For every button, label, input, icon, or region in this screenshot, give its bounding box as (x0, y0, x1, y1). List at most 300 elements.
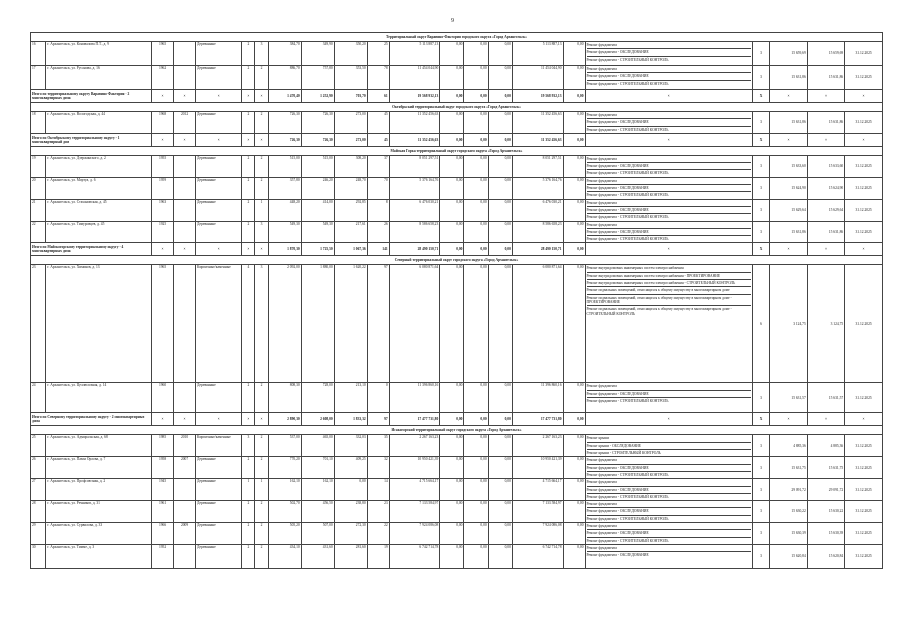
value-cell-s4: 0,00 (488, 177, 512, 199)
entrances-cell: 1 (255, 199, 268, 221)
value-cell-res: 78 (367, 66, 389, 90)
year-renovated-cell (174, 265, 196, 383)
address-cell: г. Архангельск, ул. Павла Орлова, д. 7 (46, 457, 152, 479)
floors-cell: 2 (242, 501, 255, 523)
empty-cell: × (152, 413, 174, 426)
value-cell-s3: 0,00 (464, 199, 488, 221)
max-cost-cell: 15 624,90 (807, 177, 844, 199)
value-cell-res: 19 (367, 544, 389, 568)
work-item: Ремонт фундамента - СТРОИТЕЛЬНЫЙ КОНТРОЛЬ (586, 193, 669, 198)
work-item: Ремонт фундамента - СТРОИТЕЛЬНЫЙ КОНТРОЛЬ (586, 472, 669, 477)
unit-cost-cell: 15 659,69 (770, 42, 807, 66)
value-cell-a3: 332,03 (334, 435, 367, 457)
section-header-row (31, 103, 883, 112)
value-cell-a2: 162,10 (301, 479, 334, 501)
value-cell-s1: 11 396 860,16 (389, 383, 440, 413)
work-item: Ремонт внутридомовых инженерных систем электроснабжения (587, 265, 751, 272)
address-cell: г. Архангельск, ул. Тимуровцев, д. 45 (46, 221, 152, 243)
empty-cell: × (807, 90, 844, 103)
value-cell-a2: 246,20 (301, 177, 334, 199)
work-item: Ремонт фундамента - ОБСЛЕДОВАНИЕ (587, 229, 751, 236)
entrances-cell: 2 (255, 66, 268, 90)
max-cost-cell: 15 631,75 (807, 457, 844, 479)
value-cell-a2: 726,30 (301, 112, 334, 134)
value-cell-a3: 213,10 (334, 383, 367, 413)
total-value-res: 61 (367, 90, 389, 103)
value-cell-res: 35 (367, 435, 389, 457)
unit-cost-cell: 15 631,75 (770, 457, 807, 479)
row-number: 19 (31, 155, 46, 177)
empty-cell: × (242, 243, 255, 256)
value-cell-s1: 6 080 871,64 (389, 265, 440, 383)
empty-cell: × (770, 90, 807, 103)
deadline-cell: 31.12.2025 (845, 221, 883, 243)
works-cell (585, 383, 752, 413)
value-cell-res: 26 (367, 221, 389, 243)
value-cell-s4: 0,00 (488, 221, 512, 243)
value-cell-s4: 0,00 (488, 479, 512, 501)
max-cost-cell: 3 124,75 (807, 265, 844, 383)
table-row (31, 479, 883, 501)
works-cell (585, 221, 752, 243)
year-built-cell: 1965 (152, 265, 174, 383)
total-value-a2: 1 252,90 (301, 90, 334, 103)
section-total-row (31, 413, 883, 426)
work-item: Ремонт фундамента (587, 178, 751, 185)
floors-cell: 2 (242, 523, 255, 545)
floors-cell: 2 (242, 155, 255, 177)
work-item: Ремонт фундамента (587, 42, 751, 49)
value-cell-s5: 7 924 086,08 (512, 523, 563, 545)
value-cell-s3: 0,00 (464, 155, 488, 177)
section-header-row (31, 256, 883, 265)
deadline-cell: 31.12.2025 (845, 479, 883, 501)
value-cell-s2: 0,00 (440, 501, 464, 523)
value-cell-s2: 0,00 (440, 221, 464, 243)
work-item: Ремонт внутридомовых инженерных систем электроснабжения - СТРОИТЕЛЬНЫЙ КОНТРОЛЬ (587, 280, 751, 287)
floors-cell: 2 (242, 457, 255, 479)
empty-cell: × (807, 133, 844, 146)
table-row (31, 435, 883, 457)
value-cell-s3: 0,00 (464, 523, 488, 545)
works-cell (585, 199, 752, 221)
value-cell-s1: 2 267 163,23 (389, 435, 440, 457)
unit-cost-cell: 3 124,75 (770, 265, 807, 383)
wall-material-cell: Кирпичные/каменные (196, 265, 242, 383)
total-value-s1: 19 568 932,13 (389, 90, 440, 103)
table-row (31, 501, 883, 523)
value-cell-a3: 308,20 (334, 155, 367, 177)
unit-cost-cell: 15 630,22 (770, 501, 807, 523)
empty-cell: × (242, 133, 255, 146)
year-renovated-cell (174, 221, 196, 243)
value-cell-s3: 0,00 (464, 457, 488, 479)
total-value-s2: 0,00 (440, 90, 464, 103)
category-cell: 3 (752, 523, 770, 545)
wall-material-cell: Деревянные (196, 155, 242, 177)
works-cell (585, 177, 752, 199)
table-row (31, 523, 883, 545)
entrances-cell: 2 (255, 177, 268, 199)
value-cell-s3: 0,00 (464, 265, 488, 383)
value-cell-a2: 515,00 (301, 155, 334, 177)
work-item: Ремонт фундамента - ОБСЛЕДОВАНИЕ (587, 207, 751, 214)
value-cell-s6: 0,00 (563, 383, 585, 413)
total-value-s1: 17 477 731,80 (389, 413, 440, 426)
deadline-cell: 31.12.2025 (845, 199, 883, 221)
empty-cell: × (255, 413, 268, 426)
work-item: Ремонт фундамента - ОБСЛЕДОВАНИЕ (587, 465, 751, 472)
value-cell-a2: 1 880,00 (301, 265, 334, 383)
total-value-s6: 0,00 (563, 243, 585, 256)
total-value-res: 141 (367, 243, 389, 256)
unit-cost-cell: 15 629,64 (770, 199, 807, 221)
work-item: Ремонт фундамента - ОБСЛЕДОВАНИЕ (587, 49, 751, 56)
value-cell-a2: 507,00 (301, 523, 334, 545)
empty-cell: × (152, 90, 174, 103)
max-cost-cell: 15 630,39 (807, 523, 844, 545)
table-row (31, 544, 883, 568)
value-cell-s6: 0,00 (563, 155, 585, 177)
year-built-cell: 1960 (152, 383, 174, 413)
value-cell-s1: 5 376 164,76 (389, 177, 440, 199)
value-cell-s3: 0,00 (464, 501, 488, 523)
value-cell-s5: 6 080 871,64 (512, 265, 563, 383)
floors-cell: 3 (242, 435, 255, 457)
total-value-a1: 726,30 (268, 133, 301, 146)
repair-program-table (30, 32, 883, 569)
table-row (31, 177, 883, 199)
total-value-s4: 0,00 (488, 90, 512, 103)
empty-cell: × (807, 413, 844, 426)
floors-cell: 2 (242, 112, 255, 134)
total-value-a2: 2 608,00 (301, 413, 334, 426)
value-cell-a3: 353,50 (334, 66, 367, 90)
value-cell-s6: 0,00 (563, 544, 585, 568)
max-cost-cell: 15 631,57 (807, 383, 844, 413)
value-cell-res: 37 (367, 155, 389, 177)
value-cell-s1: 6 742 714,78 (389, 544, 440, 568)
empty-cell: × (196, 90, 242, 103)
value-cell-res: 8 (367, 199, 389, 221)
total-value-s3: 0,00 (464, 243, 488, 256)
row-number: 22 (31, 221, 46, 243)
entrances-cell: 2 (255, 544, 268, 568)
value-cell-s6: 0,00 (563, 501, 585, 523)
deadline-cell: 31.12.2025 (845, 265, 883, 383)
total-value-a1: 2 890,30 (268, 413, 301, 426)
category-cell: 3 (752, 112, 770, 134)
year-renovated-cell (174, 544, 196, 568)
year-renovated-cell (174, 42, 196, 66)
value-cell-s5: 2 267 163,23 (512, 435, 563, 457)
value-cell-s1: 7 133 584,97 (389, 501, 440, 523)
unit-cost-cell: 15 620,84 (770, 544, 807, 568)
row-number: 29 (31, 523, 46, 545)
address-cell: г. Архангельск, ул. Сурвилова, д. 33 (46, 523, 152, 545)
category-cell: 3 (752, 199, 770, 221)
value-cell-a1: 434,10 (268, 544, 301, 568)
work-item: Ремонт крыши (587, 435, 751, 442)
work-item: Ремонт фундамента (587, 112, 751, 119)
value-cell-s2: 0,00 (440, 155, 464, 177)
address-cell: г. Архангельск, ул. Вологодская, д. 44 (46, 112, 152, 134)
total-value-a3: 273,00 (334, 133, 367, 146)
section-title: Исакогорский территориальный округ городского округа «Город Архангельск» (31, 426, 883, 435)
value-cell-s6: 0,00 (563, 435, 585, 457)
page-number: 9 (451, 18, 454, 24)
value-cell-res: 23 (367, 501, 389, 523)
deadline-cell: 31.12.2025 (845, 435, 883, 457)
total-label: Итого по территориальному округу Варавино-Фактория - 2 многоквартирных дома (31, 90, 152, 103)
floors-cell: 2 (242, 383, 255, 413)
value-cell-s1: 7 924 086,08 (389, 523, 440, 545)
value-cell-a3: 248,70 (334, 177, 367, 199)
address-cell: г. Архангельск, ул. Адмиральская, д. 68 (46, 435, 152, 457)
value-cell-res: 97 (367, 265, 389, 383)
deadline-cell: 31.12.2025 (845, 523, 883, 545)
value-cell-s3: 0,00 (464, 112, 488, 134)
year-renovated-cell (174, 383, 196, 413)
address-cell: г. Архангельск, ул. Стахановская, д. 45 (46, 199, 152, 221)
value-cell-s5: 5 376 164,76 (512, 177, 563, 199)
entrances-cell: 2 (255, 155, 268, 177)
value-cell-s5: 11 396 860,16 (512, 383, 563, 413)
value-cell-s1: 4 715 664,17 (389, 479, 440, 501)
empty-cell: × (196, 413, 242, 426)
year-built-cell: 1962 (152, 66, 174, 90)
entrances-cell: 3 (255, 221, 268, 243)
max-cost-cell: 15 631,86 (807, 66, 844, 90)
year-renovated-cell (174, 66, 196, 90)
empty-cell: × (807, 243, 844, 256)
address-cell: г. Архангельск, ул. Русанова, д. 16 (46, 66, 152, 90)
floors-cell: 4 (242, 265, 255, 383)
table-row (31, 457, 883, 479)
value-cell-s2: 0,00 (440, 177, 464, 199)
work-item: Ремонт крыши - ОБСЛЕДОВАНИЕ (587, 443, 751, 450)
value-cell-s1: 10 950 421,39 (389, 457, 440, 479)
table-row (31, 383, 883, 413)
value-cell-s2: 0,00 (440, 479, 464, 501)
address-cell: г. Архангельск, ул. Тимме, д. 3 (46, 544, 152, 568)
value-cell-a3: 409,25 (334, 457, 367, 479)
value-cell-a1: 726,30 (268, 112, 301, 134)
entrances-cell: 2 (255, 435, 268, 457)
value-cell-s5: 8 586 658,23 (512, 221, 563, 243)
year-renovated-cell: 2012 (174, 112, 196, 134)
value-cell-a1: 515,00 (268, 155, 301, 177)
work-item: Ремонт подвальных помещений, относящихся к общему имуществу в многоквартирном доме - СТРОИТЕЛЬНЫЙ КОНТРОЛЬ (586, 307, 732, 316)
value-cell-s6: 0,00 (563, 457, 585, 479)
empty-cell: × (255, 243, 268, 256)
value-cell-res: 0 (367, 383, 389, 413)
value-cell-a2: 757,80 (301, 66, 334, 90)
floors-cell: 2 (242, 199, 255, 221)
row-number: 17 (31, 66, 46, 90)
value-cell-s6: 0,00 (563, 66, 585, 90)
empty-cell: × (174, 413, 196, 426)
deadline-cell: 31.12.2025 (845, 177, 883, 199)
empty-cell: × (845, 243, 883, 256)
value-cell-a1: 357,80 (268, 177, 301, 199)
total-value-s2: 0,00 (440, 133, 464, 146)
deadline-cell: 31.12.2025 (845, 383, 883, 413)
value-cell-res: 22 (367, 523, 389, 545)
deadline-cell: 31.12.2025 (845, 42, 883, 66)
empty-cell: × (585, 133, 752, 146)
total-value-s1: 11 352 456,63 (389, 133, 440, 146)
max-cost-cell: 15 633,60 (807, 155, 844, 177)
category-cell: 3 (752, 383, 770, 413)
value-cell-s2: 0,00 (440, 42, 464, 66)
section-header-row (31, 146, 883, 155)
work-item: Ремонт фундамента - СТРОИТЕЛЬНЫЙ КОНТРОЛЬ (586, 171, 669, 176)
unit-cost-cell: 15 631,86 (770, 112, 807, 134)
work-item: Ремонт подвальных помещений, относящихся к общему имуществу в многоквартирном доме (587, 287, 751, 294)
wall-material-cell: Деревянные (196, 383, 242, 413)
floors-cell: 1 (242, 479, 255, 501)
section-header-row (31, 33, 883, 42)
value-cell-s2: 0,00 (440, 523, 464, 545)
section-total-row (31, 243, 883, 256)
value-cell-a1: 770,20 (268, 457, 301, 479)
value-cell-s2: 0,00 (440, 265, 464, 383)
work-item: Ремонт фундамента (587, 545, 751, 552)
total-value-s5: 19 568 932,13 (512, 90, 563, 103)
value-cell-s3: 0,00 (464, 66, 488, 90)
empty-cell: × (242, 90, 255, 103)
deadline-cell: 31.12.2025 (845, 112, 883, 134)
unit-cost-cell: 4 885,36 (770, 435, 807, 457)
year-built-cell: 1963 (152, 199, 174, 221)
value-cell-s1: 11 352 456,63 (389, 112, 440, 134)
value-cell-s6: 0,00 (563, 265, 585, 383)
entrances-cell: 2 (255, 457, 268, 479)
work-item: Ремонт фундамента - СТРОИТЕЛЬНЫЙ КОНТРОЛЬ (586, 57, 669, 62)
empty-cell: × (196, 133, 242, 146)
work-item: Ремонт фундамента (587, 383, 751, 390)
max-cost-cell: 15 659,69 (807, 42, 844, 66)
floors-cell: 2 (242, 544, 255, 568)
section-title: Октябрьский территориальный округ городского округа «Город Архангельск» (31, 103, 883, 112)
deadline-cell: 31.12.2025 (845, 544, 883, 568)
category-cell: 3 (752, 42, 770, 66)
value-cell-s4: 0,00 (488, 457, 512, 479)
floors-cell: 2 (242, 66, 255, 90)
wall-material-cell: Деревянные (196, 199, 242, 221)
deadline-cell: 31.12.2025 (845, 501, 883, 523)
address-cell: г. Архангельск, ул. Речников, д. 31 (46, 501, 152, 523)
work-item: Ремонт фундамента - ОБСЛЕДОВАНИЕ (587, 487, 751, 494)
address-cell: г. Архангельск, ул. Химиков, д. 13 (46, 265, 152, 383)
work-item: Ремонт фундамента (587, 501, 751, 508)
works-cell (585, 265, 752, 383)
value-cell-a3: 350,20 (334, 42, 367, 66)
row-number: 25 (31, 435, 46, 457)
value-cell-s2: 0,00 (440, 199, 464, 221)
section-title: Северный территориальный округ городского округа «Город Архангельск» (31, 256, 883, 265)
value-cell-s3: 0,00 (464, 383, 488, 413)
works-cell (585, 501, 752, 523)
year-renovated-cell (174, 501, 196, 523)
empty-cell: × (845, 133, 883, 146)
year-renovated-cell: 2010 (174, 435, 196, 457)
row-number: 27 (31, 479, 46, 501)
value-cell-a3: 217,61 (334, 221, 367, 243)
unit-cost-cell: 15 630,39 (770, 523, 807, 545)
value-cell-s1: 8 051 297,51 (389, 155, 440, 177)
year-built-cell: 1966 (152, 523, 174, 545)
value-cell-a3: 281,60 (334, 544, 367, 568)
unit-cost-cell: 15 631,86 (770, 66, 807, 90)
value-cell-s4: 0,00 (488, 544, 512, 568)
total-value-a3: 703,70 (334, 90, 367, 103)
year-renovated-cell (174, 199, 196, 221)
year-built-cell: 1961 (152, 501, 174, 523)
value-cell-s6: 0,00 (563, 199, 585, 221)
value-cell-s6: 0,00 (563, 42, 585, 66)
work-item: Ремонт фундамента - ОБСЛЕДОВАНИЕ (587, 119, 751, 126)
works-cell (585, 435, 752, 457)
wall-material-cell: Деревянные (196, 501, 242, 523)
works-cell (585, 42, 752, 66)
value-cell-s1: 11 454 044,90 (389, 66, 440, 90)
entrances-cell: 2 (255, 501, 268, 523)
deadline-cell: 31.12.2025 (845, 155, 883, 177)
empty-cell: × (174, 243, 196, 256)
wall-material-cell: Деревянные (196, 544, 242, 568)
row-number: 23 (31, 265, 46, 383)
total-label: Итого по Майскогорскому территориальному округу - 4 многоквартирных дома (31, 243, 152, 256)
unit-cost-cell: 29 091,72 (770, 479, 807, 501)
year-renovated-cell: 2007 (174, 457, 196, 479)
total-value-s3: 0,00 (464, 133, 488, 146)
total-value-a1: 1 870,30 (268, 243, 301, 256)
work-item: Ремонт фундамента - СТРОИТЕЛЬНЫЙ КОНТРОЛЬ (586, 516, 669, 521)
wall-material-cell: Деревянные (196, 479, 242, 501)
value-cell-s5: 5 113 887,13 (512, 42, 563, 66)
value-cell-s6: 0,00 (563, 479, 585, 501)
section-total-row (31, 133, 883, 146)
category-cell: 3 (752, 155, 770, 177)
value-cell-s6: 0,00 (563, 221, 585, 243)
max-cost-cell: 15 630,22 (807, 501, 844, 523)
value-cell-s4: 0,00 (488, 523, 512, 545)
max-cost-cell: 15 629,64 (807, 199, 844, 221)
work-item: Ремонт фундамента (587, 479, 751, 486)
table-row (31, 42, 883, 66)
value-cell-a1: 448,20 (268, 199, 301, 221)
value-cell-s4: 0,00 (488, 199, 512, 221)
row-number: 30 (31, 544, 46, 568)
value-cell-s3: 0,00 (464, 435, 488, 457)
category-cell: 3 (752, 221, 770, 243)
value-cell-s2: 0,00 (440, 66, 464, 90)
entrances-cell: 2 (255, 523, 268, 545)
value-cell-a2: 349,90 (301, 42, 334, 66)
total-value-s5: 28 490 150,71 (512, 243, 563, 256)
year-renovated-cell (174, 479, 196, 501)
work-item: Ремонт фундамента (587, 457, 751, 464)
work-item: Ремонт фундамента - СТРОИТЕЛЬНЫЙ КОНТРОЛЬ (586, 215, 669, 220)
entrances-cell: 2 (255, 383, 268, 413)
table-row (31, 66, 883, 90)
value-cell-a2: 701,10 (301, 457, 334, 479)
value-cell-s4: 0,00 (488, 112, 512, 134)
total-category: X (752, 90, 770, 103)
work-item: Ремонт фундамента - СТРОИТЕЛЬНЫЙ КОНТРОЛЬ (586, 399, 669, 404)
